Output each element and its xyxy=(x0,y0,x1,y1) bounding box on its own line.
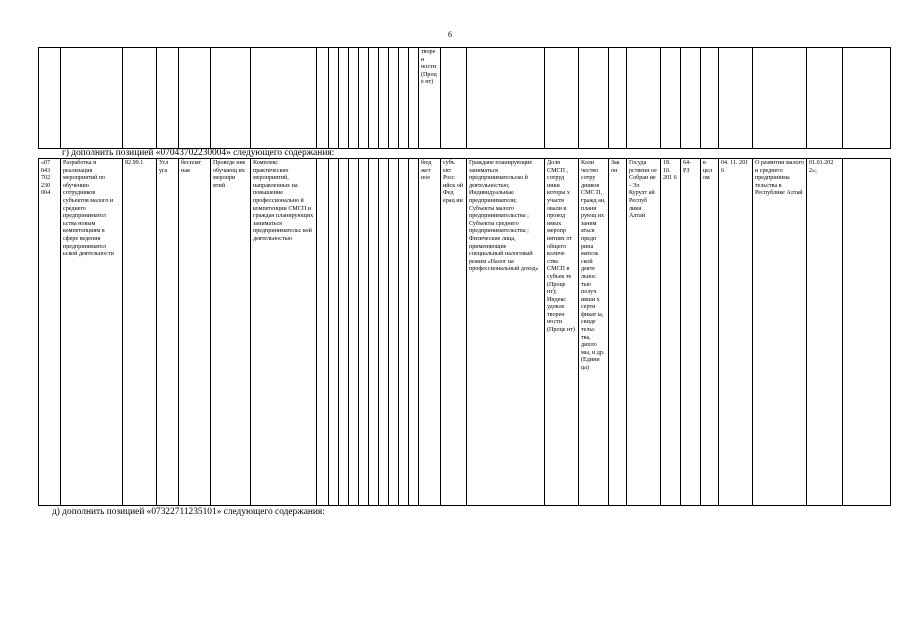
table-cell: Проведе ние обучающ их меропри ятий xyxy=(211,159,251,506)
table-cell xyxy=(339,159,349,506)
registry-table-top xyxy=(38,47,891,149)
table-cell xyxy=(579,48,609,149)
table-cell xyxy=(409,159,419,506)
table-cell xyxy=(61,48,123,149)
table-cell xyxy=(329,48,339,149)
table-cell xyxy=(843,48,891,149)
table-cell xyxy=(609,48,627,149)
table-cell: субъ ект Росс ийск ой Фед ерац ии xyxy=(441,159,467,506)
table-cell xyxy=(379,159,389,506)
table-cell: Госуда рственн ое Собран ие - Эл Курулт ай Респуб лики Алтай xyxy=(627,159,661,506)
table-cell xyxy=(317,48,329,149)
table-cell xyxy=(211,48,251,149)
table-cell xyxy=(843,159,891,506)
table-cell: «07 043 702 230 004 xyxy=(39,159,61,506)
table-cell xyxy=(359,159,369,506)
table-cell xyxy=(359,48,369,149)
table-cell xyxy=(389,159,399,506)
table-cell xyxy=(545,48,579,149)
table-cell xyxy=(349,48,359,149)
table-cell: Разработка и реализация мероприятий по обучению сотрудников субъектов малого и среднего предпринимател ьства новым компетенциям в сфере ведения предпринимател ьской деятельности xyxy=(61,159,123,506)
table-cell xyxy=(157,48,179,149)
table-cell xyxy=(369,48,379,149)
registry-table-main xyxy=(38,158,891,506)
table-cell: Доля СМСП , сотруд ники которы х участв овали в провод имых меропр иятиях от общего количе ства СМСП в субъек те (Проце нт); Индекс удовле творен ности (Проце нт) xyxy=(545,159,579,506)
table-cell xyxy=(349,159,359,506)
table-cell: Усл уга xyxy=(157,159,179,506)
table-cell: 01.01.202 2»; xyxy=(807,159,843,506)
table-cell xyxy=(379,48,389,149)
table-cell: О развитии малого и среднего предпринима тельства в Республике Алтай xyxy=(753,159,807,506)
table-cell xyxy=(681,48,701,149)
table-cell: в цел ом xyxy=(701,159,719,506)
paragraph-d: д) дополнить позицией «07322711235101» следующего содержания: xyxy=(52,507,325,517)
table-cell xyxy=(627,48,661,149)
table-cell: Зак он xyxy=(609,159,627,506)
table-cell xyxy=(467,48,545,149)
table-cell xyxy=(369,159,379,506)
table-cell: Комплекс практических мероприятий, направленных на повышение профессионально й компетенции СМСП и граждан планирующих заниматься предпринимательс кой деятельностью xyxy=(251,159,317,506)
table-cell xyxy=(339,48,349,149)
table-cell xyxy=(179,48,211,149)
table-cell xyxy=(719,48,753,149)
table-cell: Коли чество сотру дников СМС П, гражд ан, плани рующ их заним аться предп рина матель ской деяте льнос тью получ ивши х серти фикат ы, свиде тельс тва, дипло мы, и др. (Едини ца) xyxy=(579,159,609,506)
table-cell: бесплат ная xyxy=(179,159,211,506)
table-cell xyxy=(317,159,329,506)
page-number: 6 xyxy=(448,30,452,39)
table-cell xyxy=(409,48,419,149)
table-cell xyxy=(389,48,399,149)
table-cell xyxy=(251,48,317,149)
table-cell xyxy=(661,48,681,149)
table-cell xyxy=(123,48,157,149)
table-cell: Граждане планирующие заниматься предпринимательско й деятельностью; Индивидуальные предприниматели; Субъекты малого предпринимательства ; Субъекты среднего предпринимательства ; Физические лица, применяющие специальный налоговый режим «Налог на профессиональный доход» xyxy=(467,159,545,506)
table-row xyxy=(39,159,891,506)
table-cell xyxy=(701,48,719,149)
table-cell xyxy=(399,48,409,149)
table-cell: 82.99.1 xyxy=(123,159,157,506)
table-row xyxy=(39,48,891,149)
table-cell: 64- РЗ xyxy=(681,159,701,506)
table-cell: 04. 11. 201 6 xyxy=(719,159,753,506)
table-cell: 18. 10. 201 6 xyxy=(661,159,681,506)
table-cell: творен ности (Проце нт) xyxy=(419,48,441,149)
table-cell xyxy=(329,159,339,506)
table-cell xyxy=(807,48,843,149)
table-cell xyxy=(39,48,61,149)
table-cell: бюд жет ное xyxy=(419,159,441,506)
table-cell xyxy=(399,159,409,506)
table-cell xyxy=(753,48,807,149)
paragraph-g: г) дополнить позицией «07043702230004» следующего содержания: xyxy=(62,148,335,158)
table-cell xyxy=(441,48,467,149)
